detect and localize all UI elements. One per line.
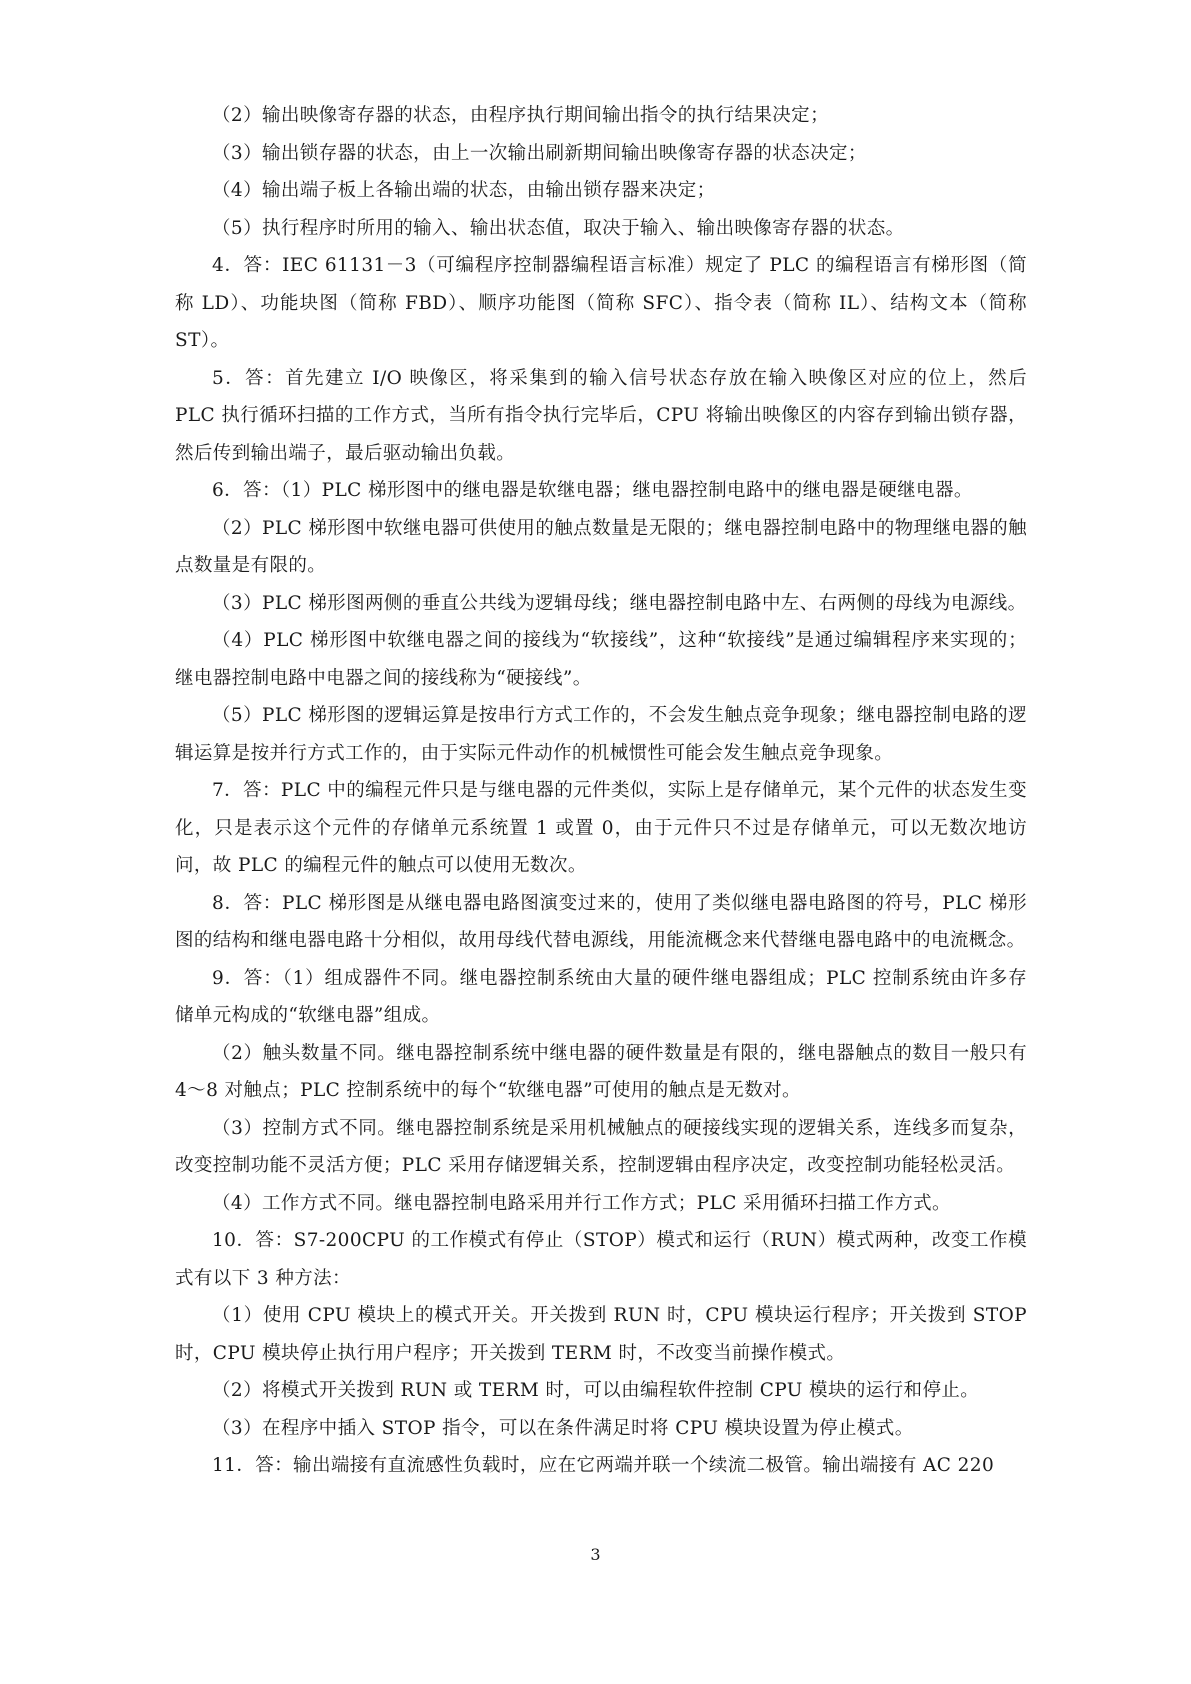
answer-6-item-2: （2）PLC 梯形图中软继电器可供使用的触点数量是无限的；继电器控制电路中的物理继电器的触点数量是有限的。: [175, 517, 1027, 576]
answer-11: 11．答：输出端接有直流感性负载时，应在它两端并联一个续流二极管。输出端接有 AC 220: [212, 1455, 995, 1476]
page-number: 3: [590, 1545, 601, 1564]
answer-9-item-1: 9．答：（1）组成器件不同。继电器控制系统由大量的硬件继电器组成；PLC 控制系统由许多存储单元构成的“软继电器”组成。: [175, 967, 1027, 1026]
answer-5: 5．答：首先建立 I/O 映像区，将采集到的输入信号状态存放在输入映像区对应的位上，然后 PLC 执行循环扫描的工作方式，当所有指令执行完毕后，CPU 将输出映像区的内容存到输出锁存器，然后传到输出端子，最后驱动输出负载。: [175, 367, 1027, 464]
answer-10-item-3: （3）在程序中插入 STOP 指令，可以在条件满足时将 CPU 模块设置为停止模式。: [212, 1417, 914, 1439]
paragraph-2-output-image-register: （2）输出映像寄存器的状态，由程序执行期间输出指令的执行结果决定；: [212, 105, 829, 126]
answer-7: 7．答：PLC 中的编程元件只是与继电器的元件类似，实际上是存储单元，某个元件的状态发生变化，只是表示这个元件的存储单元系统置 1 或置 0，由于元件只不过是存储单元，可以无数次地访问，故 PLC 的编程元件的触点可以使用无数次。: [175, 780, 1027, 876]
paragraph-4-output-terminal: （4）输出端子板上各输出端的状态，由输出锁存器来决定；: [212, 180, 716, 201]
paragraph-3-output-latch: （3）输出锁存器的状态，由上一次输出刷新期间输出映像寄存器的状态决定；: [212, 142, 867, 164]
answer-9-item-2: （2）触头数量不同。继电器控制系统中继电器的硬件数量是有限的，继电器触点的数目一般只有 4～8 对触点；PLC 控制系统中的每个“软继电器”可使用的触点是无数对。: [175, 1042, 1027, 1101]
answer-6-item-3: （3）PLC 梯形图两侧的垂直公共线为逻辑母线；继电器控制电路中左、右两侧的母线为电源线。: [212, 592, 1027, 614]
answer-10-item-1: （1）使用 CPU 模块上的模式开关。开关拨到 RUN 时，CPU 模块运行程序；开关拨到 STOP 时，CPU 模块停止执行用户程序；开关拨到 TERM 时，不改变当前操作模式。: [175, 1305, 1027, 1364]
answer-10: 10．答：S7-200CPU 的工作模式有停止（STOP）模式和运行（RUN）模式两种，改变工作模式有以下 3 种方法：: [175, 1230, 1027, 1289]
answer-10-item-2: （2）将模式开关拨到 RUN 或 TERM 时，可以由编程软件控制 CPU 模块的运行和停止。: [212, 1380, 980, 1401]
answer-6-item-1: 6．答：（1）PLC 梯形图中的继电器是软继电器；继电器控制电路中的继电器是硬继电器。: [212, 480, 973, 501]
document-body: [175, 97, 1027, 1485]
answer-9-item-4: （4）工作方式不同。继电器控制电路采用并行工作方式；PLC 采用循环扫描工作方式。: [212, 1192, 951, 1214]
paragraph-5-io-state: （5）执行程序时所用的输入、输出状态值，取决于输入、输出映像寄存器的状态。: [212, 217, 905, 239]
answer-6-item-4: （4）PLC 梯形图中软继电器之间的接线为“软接线”，这种“软接线”是通过编辑程序来实现的；继电器控制电路中电器之间的接线称为“硬接线”。: [175, 630, 1027, 689]
answer-9-item-3: （3）控制方式不同。继电器控制系统是采用机械触点的硬接线实现的逻辑关系，连线多而复杂，改变控制功能不灵活方便；PLC 采用存储逻辑关系，控制逻辑由程序决定，改变控制功能轻松灵活。: [175, 1117, 1027, 1176]
answer-8: 8．答：PLC 梯形图是从继电器电路图演变过来的，使用了类似继电器电路图的符号，PLC 梯形图的结构和继电器电路十分相似，故用母线代替电源线，用能流概念来代替继电器电路中的电流概念。: [175, 892, 1027, 951]
answer-6-item-5: （5）PLC 梯形图的逻辑运算是按串行方式工作的，不会发生触点竞争现象；继电器控制电路的逻辑运算是按并行方式工作的，由于实际元件动作的机械惯性可能会发生触点竞争现象。: [175, 705, 1027, 764]
answer-4: 4．答：IEC 61131－3（可编程序控制器编程语言标准）规定了 PLC 的编程语言有梯形图（简称 LD）、功能块图（简称 FBD）、顺序功能图（简称 SFC）、指令表（简称 IL）、结构文本（简称 ST）。: [175, 255, 1027, 351]
